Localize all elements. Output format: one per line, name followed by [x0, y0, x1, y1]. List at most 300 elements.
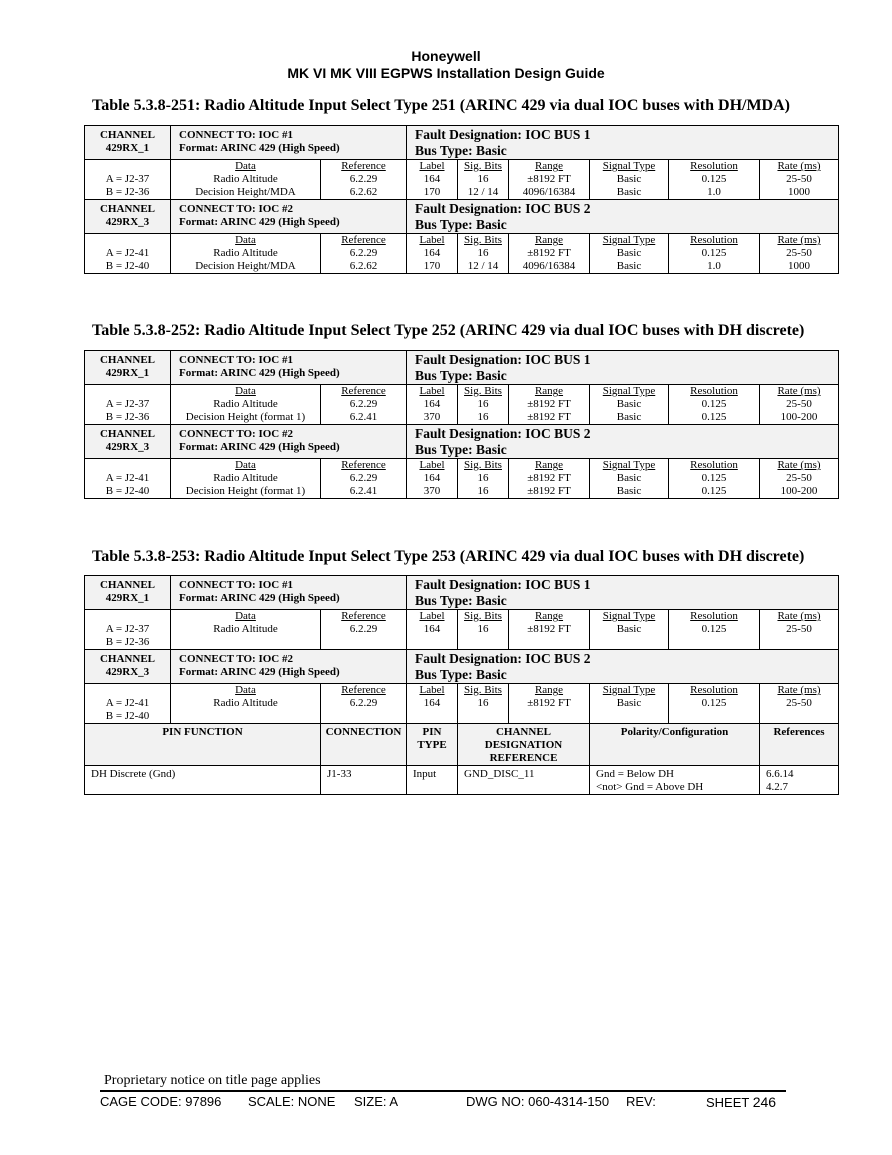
col-header-text: Label — [419, 459, 445, 471]
cell-resolution: 0.125 — [669, 623, 760, 636]
cell-line: <not> Gnd = Above DH — [596, 781, 704, 793]
channel-id — [85, 200, 171, 234]
col-header-range — [509, 610, 590, 624]
cell-signal-type — [590, 710, 669, 724]
cell-reference: 6.2.29 — [321, 173, 407, 186]
channel-id — [85, 576, 171, 610]
cell-pin: B = J2-40 — [85, 710, 171, 724]
cell-signal-type: Basic — [590, 623, 669, 636]
cell-rate — [760, 710, 839, 724]
col-header-resolution — [669, 160, 760, 174]
col-header-label — [407, 160, 458, 174]
col-header-text: Rate (ms) — [777, 385, 821, 397]
cell-pin: B = J2-40 — [85, 485, 171, 499]
col-header-sig-bits — [458, 234, 509, 248]
col-header-blank — [85, 684, 171, 698]
table-title: Table 5.3.8-251: Radio Altitude Input Select Type 251 (ARINC 429 via dual IOC buses with DH/MDA) — [92, 97, 790, 114]
cell-range — [509, 710, 590, 724]
column-header-row — [85, 160, 839, 174]
col-header-rate — [760, 385, 839, 399]
cell-label: 164 — [407, 472, 458, 485]
cell-reference: 6.2.41 — [321, 411, 407, 425]
col-header-text: Rate (ms) — [777, 234, 821, 246]
cell-range: ±8192 FT — [509, 485, 590, 499]
cell-range: ±8192 FT — [509, 411, 590, 425]
cell-label: 164 — [407, 697, 458, 710]
cell-reference — [321, 710, 407, 724]
cell-resolution: 0.125 — [669, 247, 760, 260]
cell-pin: A = J2-37 — [85, 398, 171, 411]
cell-resolution: 1.0 — [669, 260, 760, 274]
cell-sig-bits: 16 — [458, 697, 509, 710]
cell-rate: 25-50 — [760, 398, 839, 411]
col-header-label — [407, 234, 458, 248]
cell-label: 370 — [407, 411, 458, 425]
cell-pin: A = J2-41 — [85, 247, 171, 260]
cell-resolution: 0.125 — [669, 472, 760, 485]
table-row — [85, 472, 839, 485]
col-header-text: Signal Type — [602, 610, 656, 622]
col-header-label — [407, 459, 458, 473]
col-header-sig-bits — [458, 610, 509, 624]
fault-designation — [407, 650, 839, 684]
col-header-text: Data — [235, 610, 256, 622]
cell-line: 429RX_1 — [105, 367, 150, 379]
cell-line: Bus Type: Basic — [415, 667, 507, 682]
cell-data: Radio Altitude — [171, 173, 321, 186]
table-row — [85, 710, 839, 724]
sheet-number: 246 — [752, 1094, 777, 1110]
cell-data: Radio Altitude — [171, 697, 321, 710]
col-header-blank — [85, 160, 171, 174]
col-header-text: Label — [419, 610, 445, 622]
column-header-row — [85, 234, 839, 248]
cell-signal-type: Basic — [590, 411, 669, 425]
cell-range: 4096/16384 — [509, 186, 590, 200]
pin-header-references: References — [760, 724, 839, 766]
cell-label: 370 — [407, 485, 458, 499]
size: SIZE: A — [354, 1094, 399, 1109]
cell-line: CHANNEL — [99, 354, 155, 366]
table-row — [85, 623, 839, 636]
cell-resolution: 0.125 — [669, 173, 760, 186]
table-row — [85, 485, 839, 499]
col-header-data — [171, 684, 321, 698]
cell-sig-bits: 16 — [458, 472, 509, 485]
col-header-reference — [321, 610, 407, 624]
col-header-text: Resolution — [690, 459, 738, 471]
cell-data: Radio Altitude — [171, 623, 321, 636]
col-header-text: Data — [235, 385, 256, 397]
cell-rate: 100-200 — [760, 411, 839, 425]
pin-header-channel-designation: CHANNEL DESIGNATION REFERENCE — [458, 724, 590, 766]
table-row — [85, 411, 839, 425]
col-header-text: Resolution — [690, 234, 738, 246]
column-header-row — [85, 684, 839, 698]
cell-line: CONNECT TO: IOC #2 — [179, 203, 293, 215]
cell-line: Bus Type: Basic — [415, 442, 507, 457]
cell-line: CHANNEL — [99, 653, 155, 665]
drawing-number: DWG NO: 060-4314-150 — [466, 1094, 610, 1109]
col-header-text: Reference — [341, 160, 386, 172]
connect-to — [171, 351, 407, 385]
table-row — [85, 186, 839, 200]
cell-pin: B = J2-36 — [85, 636, 171, 650]
cell-line: Bus Type: Basic — [415, 593, 507, 608]
col-header-text: Label — [419, 385, 445, 397]
cell-sig-bits: 16 — [458, 411, 509, 425]
cell-sig-bits: 12 / 14 — [458, 186, 509, 200]
col-header-label — [407, 385, 458, 399]
col-header-rate — [760, 459, 839, 473]
cell-line: 429RX_3 — [105, 666, 150, 678]
cell-label: 164 — [407, 173, 458, 186]
col-header-text: Rate (ms) — [777, 160, 821, 172]
table-row — [85, 398, 839, 411]
cell-data — [171, 710, 321, 724]
cell-label: 164 — [407, 398, 458, 411]
io-table — [84, 575, 839, 795]
cell-reference: 6.2.29 — [321, 247, 407, 260]
col-header-text: Data — [235, 234, 256, 246]
cell-rate: 25-50 — [760, 623, 839, 636]
cell-pin: A = J2-41 — [85, 697, 171, 710]
fault-designation — [407, 576, 839, 610]
col-header-text: Rate (ms) — [777, 684, 821, 696]
cell-line: Gnd = Below DH — [596, 768, 675, 780]
col-header-signal-type — [590, 459, 669, 473]
cell-range: ±8192 FT — [509, 247, 590, 260]
col-header-label — [407, 610, 458, 624]
cell-range: 4096/16384 — [509, 260, 590, 274]
col-header-text: Sig. Bits — [464, 160, 502, 172]
cell-rate: 25-50 — [760, 472, 839, 485]
channel-header-row — [85, 425, 839, 459]
cell-range — [509, 636, 590, 650]
cell-reference: 6.2.62 — [321, 186, 407, 200]
cell-range: ±8192 FT — [509, 472, 590, 485]
col-header-text: Sig. Bits — [464, 610, 502, 622]
cell-label: 164 — [407, 247, 458, 260]
col-header-text: Reference — [341, 684, 386, 696]
cell-reference: 6.2.29 — [321, 623, 407, 636]
cell-line: CONNECT TO: IOC #2 — [179, 428, 293, 440]
cell-sig-bits: 16 — [458, 398, 509, 411]
channel-header-row — [85, 126, 839, 160]
cell-signal-type: Basic — [590, 260, 669, 274]
cell-resolution: 0.125 — [669, 411, 760, 425]
cell-line: CHANNEL — [99, 203, 155, 215]
cell-line: Format: ARINC 429 (High Speed) — [179, 216, 340, 228]
col-header-data — [171, 234, 321, 248]
revision: REV: — [626, 1094, 656, 1109]
col-header-reference — [321, 234, 407, 248]
cell-rate: 1000 — [760, 260, 839, 274]
cell-pin: A = J2-41 — [85, 472, 171, 485]
cell-line: Fault Designation: IOC BUS 1 — [415, 352, 591, 367]
cell-sig-bits: 16 — [458, 173, 509, 186]
cell-line: Format: ARINC 429 (High Speed) — [179, 441, 340, 453]
cell-reference: 6.2.41 — [321, 485, 407, 499]
cell-line: Fault Designation: IOC BUS 2 — [415, 201, 591, 216]
cell-line: CHANNEL — [99, 428, 155, 440]
cell-line: CONNECT TO: IOC #1 — [179, 129, 293, 141]
cell-resolution: 0.125 — [669, 485, 760, 499]
cell-label — [407, 710, 458, 724]
cell-sig-bits: 16 — [458, 485, 509, 499]
scale: SCALE: NONE — [248, 1094, 336, 1109]
connect-to — [171, 126, 407, 160]
cell-label: 164 — [407, 623, 458, 636]
table-title: Table 5.3.8-253: Radio Altitude Input Select Type 253 (ARINC 429 via dual IOC buses with DH discrete) — [92, 548, 805, 565]
cell-signal-type: Basic — [590, 398, 669, 411]
col-header-signal-type — [590, 234, 669, 248]
col-header-text: Reference — [341, 610, 386, 622]
cell-line: Format: ARINC 429 (High Speed) — [179, 592, 340, 604]
col-header-text: Range — [534, 684, 564, 696]
io-table — [84, 125, 839, 274]
cell-pin: A = J2-37 — [85, 173, 171, 186]
pin-cell-polarity — [590, 766, 760, 795]
col-header-range — [509, 385, 590, 399]
col-header-reference — [321, 385, 407, 399]
pin-cell-connection: J1-33 — [321, 766, 407, 795]
col-header-data — [171, 459, 321, 473]
pin-header-polarity: Polarity/Configuration — [590, 724, 760, 766]
cell-label — [407, 636, 458, 650]
pin-cell-pin-type: Input — [407, 766, 458, 795]
cell-pin: B = J2-36 — [85, 186, 171, 200]
pin-header-pin-function: PIN FUNCTION — [85, 724, 321, 766]
col-header-signal-type — [590, 684, 669, 698]
col-header-text: Reference — [341, 459, 386, 471]
cell-signal-type: Basic — [590, 697, 669, 710]
cell-rate: 25-50 — [760, 697, 839, 710]
table-title: Table 5.3.8-252: Radio Altitude Input Select Type 252 (ARINC 429 via dual IOC buses with DH discrete) — [92, 322, 805, 339]
sheet — [706, 1094, 776, 1110]
cell-signal-type: Basic — [590, 485, 669, 499]
col-header-text: Signal Type — [602, 234, 656, 246]
col-header-text: Signal Type — [602, 160, 656, 172]
cell-line: Fault Designation: IOC BUS 1 — [415, 127, 591, 142]
cell-reference: 6.2.29 — [321, 398, 407, 411]
col-header-text: Resolution — [690, 385, 738, 397]
cell-data: Decision Height (format 1) — [171, 485, 321, 499]
cell-data: Decision Height/MDA — [171, 186, 321, 200]
cell-line: Bus Type: Basic — [415, 217, 507, 232]
pin-cell-channel-ref: GND_DISC_11 — [458, 766, 590, 795]
cell-line: Fault Designation: IOC BUS 2 — [415, 651, 591, 666]
col-header-text: Range — [534, 385, 564, 397]
col-header-text: Reference — [341, 385, 386, 397]
col-header-sig-bits — [458, 459, 509, 473]
cell-signal-type: Basic — [590, 173, 669, 186]
pin-header-row — [85, 724, 839, 766]
col-header-text: Label — [419, 684, 445, 696]
cell-range: ±8192 FT — [509, 398, 590, 411]
col-header-sig-bits — [458, 385, 509, 399]
cell-range: ±8192 FT — [509, 173, 590, 186]
col-header-reference — [321, 684, 407, 698]
cell-data: Decision Height (format 1) — [171, 411, 321, 425]
col-header-text: Sig. Bits — [464, 234, 502, 246]
cell-line: 429RX_3 — [105, 441, 150, 453]
fault-designation — [407, 200, 839, 234]
table-row — [85, 260, 839, 274]
cell-pin: B = J2-36 — [85, 411, 171, 425]
cell-resolution: 0.125 — [669, 398, 760, 411]
cell-data: Radio Altitude — [171, 398, 321, 411]
col-header-resolution — [669, 385, 760, 399]
channel-id — [85, 425, 171, 459]
cell-line: Bus Type: Basic — [415, 143, 507, 158]
io-table — [84, 350, 839, 499]
col-header-text: Rate (ms) — [777, 610, 821, 622]
cell-line: Format: ARINC 429 (High Speed) — [179, 142, 340, 154]
column-header-row — [85, 459, 839, 473]
col-header-range — [509, 160, 590, 174]
col-header-text: Label — [419, 234, 445, 246]
col-header-range — [509, 684, 590, 698]
cell-rate: 25-50 — [760, 247, 839, 260]
table-row — [85, 636, 839, 650]
cell-reference — [321, 636, 407, 650]
cell-reference: 6.2.62 — [321, 260, 407, 274]
channel-header-row — [85, 351, 839, 385]
cell-signal-type — [590, 636, 669, 650]
col-header-resolution — [669, 684, 760, 698]
cell-line: Format: ARINC 429 (High Speed) — [179, 367, 340, 379]
col-header-data — [171, 160, 321, 174]
col-header-text: Signal Type — [602, 385, 656, 397]
connect-to — [171, 576, 407, 610]
cell-rate — [760, 636, 839, 650]
col-header-text: Resolution — [690, 160, 738, 172]
cell-sig-bits — [458, 636, 509, 650]
col-header-signal-type — [590, 160, 669, 174]
channel-id — [85, 650, 171, 684]
col-header-text: Signal Type — [602, 684, 656, 696]
fault-designation — [407, 351, 839, 385]
table-row — [85, 697, 839, 710]
cell-line: 429RX_1 — [105, 142, 150, 154]
cell-data: Radio Altitude — [171, 247, 321, 260]
cell-resolution: 0.125 — [669, 697, 760, 710]
cell-rate: 1000 — [760, 186, 839, 200]
cell-line: Fault Designation: IOC BUS 1 — [415, 577, 591, 592]
cell-resolution — [669, 636, 760, 650]
company-name: Honeywell — [411, 48, 481, 64]
col-header-text: Rate (ms) — [777, 459, 821, 471]
cell-label: 170 — [407, 260, 458, 274]
col-header-sig-bits — [458, 160, 509, 174]
col-header-rate — [760, 684, 839, 698]
col-header-text: Signal Type — [602, 459, 656, 471]
cell-rate: 25-50 — [760, 173, 839, 186]
col-header-text: Range — [534, 160, 564, 172]
col-header-reference — [321, 459, 407, 473]
channel-header-row — [85, 576, 839, 610]
col-header-rate — [760, 160, 839, 174]
cell-data: Decision Height/MDA — [171, 260, 321, 274]
cell-line: 4.2.7 — [766, 781, 788, 793]
cell-line: CONNECT TO: IOC #1 — [179, 579, 293, 591]
col-header-text: Label — [419, 160, 445, 172]
pin-row — [85, 766, 839, 795]
cell-line: 429RX_3 — [105, 216, 150, 228]
col-header-text: Resolution — [690, 610, 738, 622]
footer-divider — [100, 1090, 786, 1092]
column-header-row — [85, 610, 839, 624]
col-header-data — [171, 610, 321, 624]
pin-cell-references — [760, 766, 839, 795]
cell-line: Format: ARINC 429 (High Speed) — [179, 666, 340, 678]
pin-header-pin-type: PIN TYPE — [407, 724, 458, 766]
cell-resolution: 1.0 — [669, 186, 760, 200]
column-header-row — [85, 385, 839, 399]
table-row — [85, 247, 839, 260]
col-header-text: Range — [534, 234, 564, 246]
col-header-blank — [85, 234, 171, 248]
cell-range: ±8192 FT — [509, 697, 590, 710]
col-header-signal-type — [590, 610, 669, 624]
cell-sig-bits: 16 — [458, 247, 509, 260]
col-header-range — [509, 234, 590, 248]
cell-data — [171, 636, 321, 650]
col-header-blank — [85, 610, 171, 624]
connect-to — [171, 200, 407, 234]
col-header-text: Sig. Bits — [464, 684, 502, 696]
cell-pin: B = J2-40 — [85, 260, 171, 274]
cell-signal-type: Basic — [590, 247, 669, 260]
col-header-rate — [760, 610, 839, 624]
cell-label: 170 — [407, 186, 458, 200]
document-title: MK VI MK VIII EGPWS Installation Design Guide — [287, 65, 605, 81]
connect-to — [171, 425, 407, 459]
channel-header-row — [85, 650, 839, 684]
cell-sig-bits — [458, 710, 509, 724]
cell-reference: 6.2.29 — [321, 472, 407, 485]
channel-header-row — [85, 200, 839, 234]
col-header-signal-type — [590, 385, 669, 399]
cell-signal-type: Basic — [590, 472, 669, 485]
cell-line: CONNECT TO: IOC #1 — [179, 354, 293, 366]
col-header-text: Reference — [341, 234, 386, 246]
col-header-text: Data — [235, 160, 256, 172]
cell-resolution — [669, 710, 760, 724]
connect-to — [171, 650, 407, 684]
col-header-blank — [85, 385, 171, 399]
cell-signal-type: Basic — [590, 186, 669, 200]
col-header-text: Data — [235, 684, 256, 696]
col-header-sig-bits — [458, 684, 509, 698]
col-header-reference — [321, 160, 407, 174]
cell-line: 429RX_1 — [105, 592, 150, 604]
cell-sig-bits: 16 — [458, 623, 509, 636]
cage-code: CAGE CODE: 97896 — [100, 1094, 222, 1109]
col-header-text: Range — [534, 610, 564, 622]
col-header-text: Data — [235, 459, 256, 471]
fault-designation — [407, 425, 839, 459]
cell-line: CONNECT TO: IOC #2 — [179, 653, 293, 665]
col-header-resolution — [669, 459, 760, 473]
col-header-rate — [760, 234, 839, 248]
cell-pin: A = J2-37 — [85, 623, 171, 636]
col-header-label — [407, 684, 458, 698]
table-row — [85, 173, 839, 186]
cell-reference: 6.2.29 — [321, 697, 407, 710]
cell-line: CHANNEL — [99, 129, 155, 141]
